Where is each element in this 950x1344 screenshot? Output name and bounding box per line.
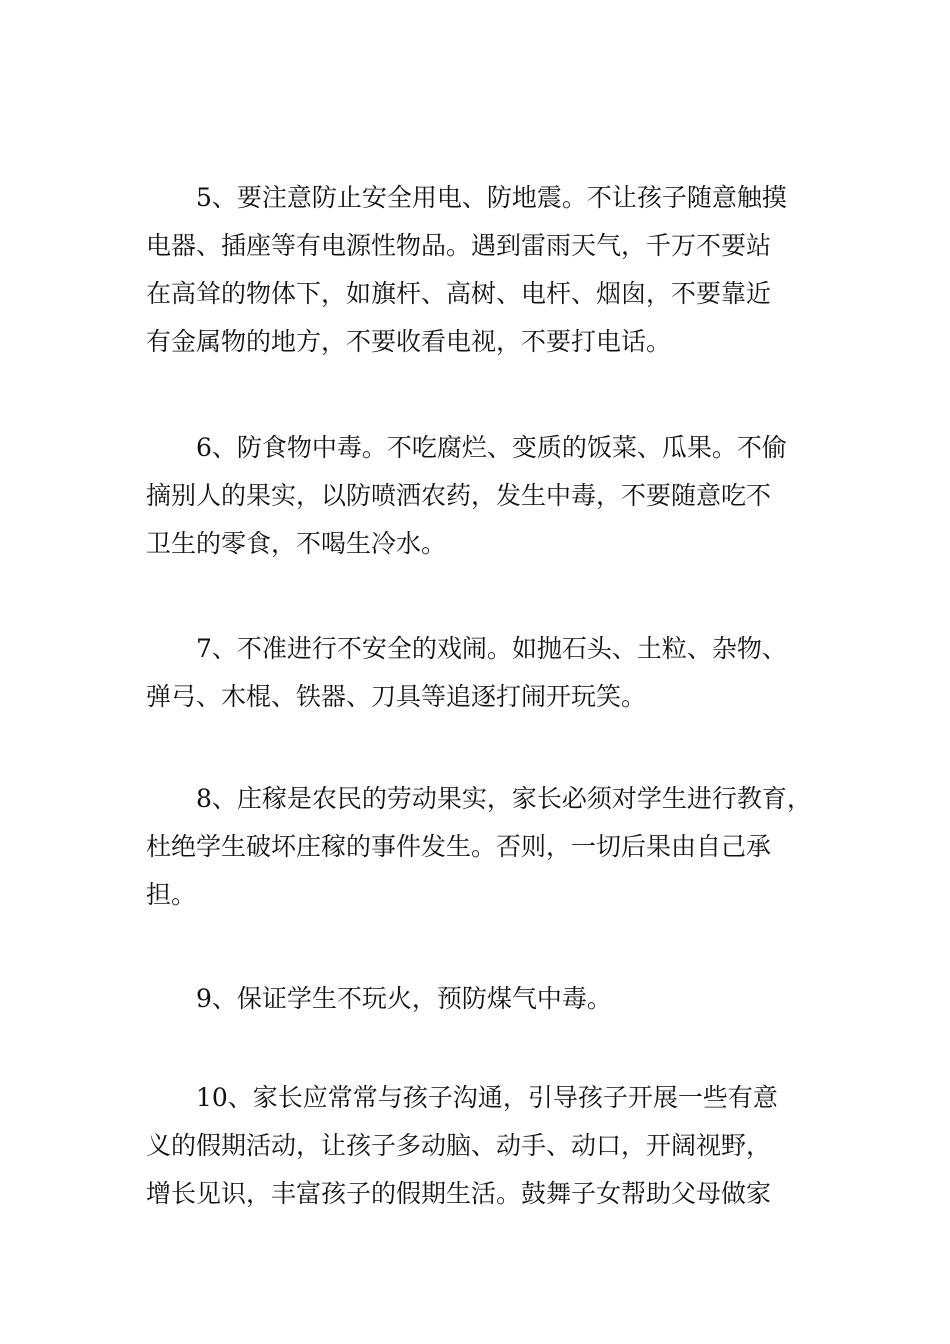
paragraph-line: 杜绝学生破坏庄稼的事件发生。否则，一切后果由自己承 [146, 832, 772, 861]
paragraph-line: 8、庄稼是农民的劳动果实，家长必须对学生进行教育， [196, 784, 812, 813]
paragraph-line: 9、保证学生不玩火，预防煤气中毒。 [196, 984, 612, 1013]
paragraph-line: 5、要注意防止安全用电、防地震。不让孩子随意触摸 [196, 183, 787, 212]
paragraph-line: 6、防食物中毒。不吃腐烂、变质的饭菜、瓜果。不偷 [196, 433, 787, 462]
paragraph-line: 弹弓、木棍、铁器、刀具等追逐打闹开玩笑。 [146, 682, 647, 711]
paragraph-6-food-poisoning [146, 424, 816, 568]
paragraph-5-electricity-earthquake-safety [146, 174, 816, 366]
paragraph-line: 10、家长应常常与孩子沟通，引导孩子开展一些有意 [196, 1083, 778, 1112]
paragraph-line: 义的假期活动，让孩子多动脑、动手、动口，开阔视野， [146, 1131, 772, 1160]
paragraph-line: 有金属物的地方，不要收看电视，不要打电话。 [146, 327, 672, 356]
paragraph-line: 担。 [146, 880, 197, 909]
paragraph-line: 卫生的零食，不喝生冷水。 [146, 529, 447, 558]
paragraph-8-crop-protection [146, 775, 816, 919]
paragraph-10-parent-communication [146, 1074, 816, 1218]
paragraph-line: 电器、插座等有电源性物品。遇到雷雨天气，千万不要站 [146, 231, 772, 260]
paragraph-line: 在高耸的物体下，如旗杆、高树、电杆、烟囱，不要靠近 [146, 279, 772, 308]
paragraph-9-fire-gas-safety [146, 975, 816, 1023]
paragraph-line: 增长见识，丰富孩子的假期生活。鼓舞子女帮助父母做家 [146, 1179, 772, 1208]
paragraph-line: 7、不准进行不安全的戏闹。如抛石头、土粒、杂物、 [196, 634, 787, 663]
paragraph-7-unsafe-play [146, 625, 816, 721]
paragraph-line: 摘别人的果实，以防喷洒农药，发生中毒，不要随意吃不 [146, 481, 772, 510]
